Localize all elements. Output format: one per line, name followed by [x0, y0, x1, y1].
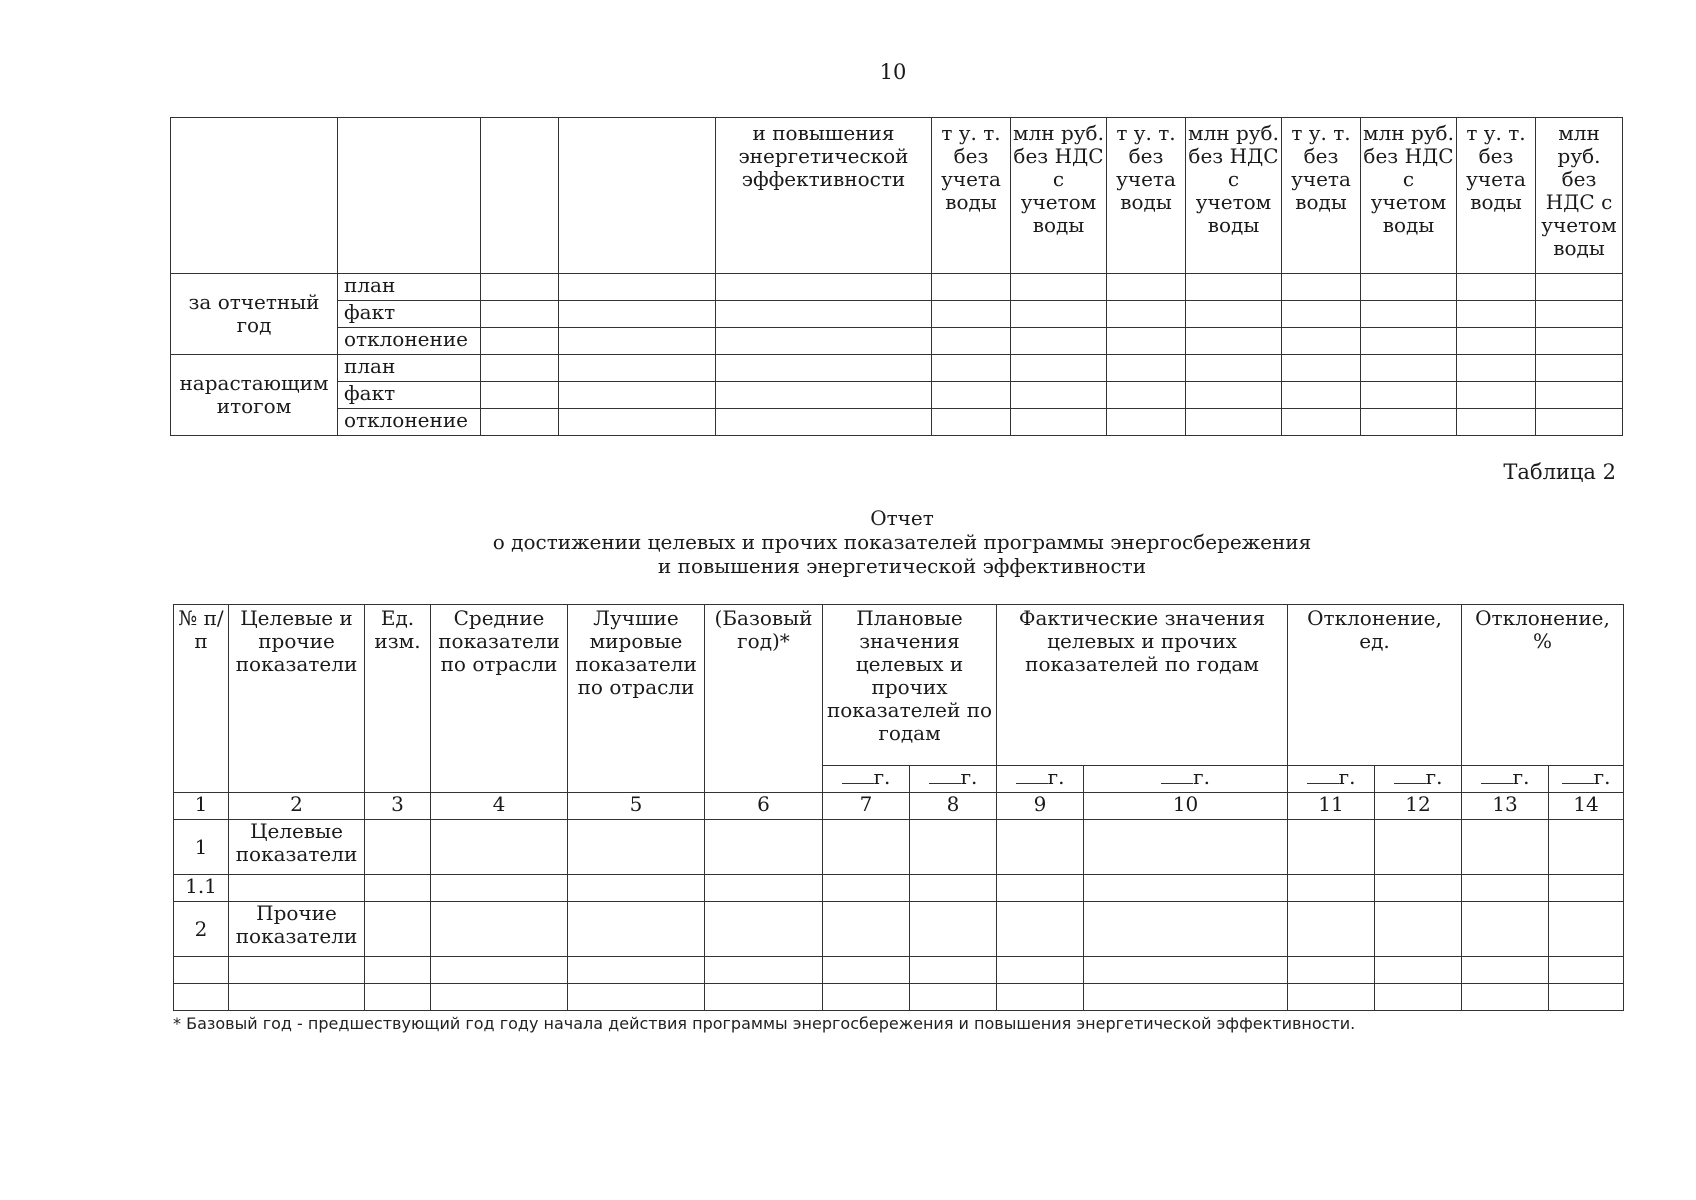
year-cell: г. [1375, 766, 1462, 793]
header-planned: Плановые значения целевых и прочих показателей по годам [823, 605, 997, 766]
table-row [174, 902, 1624, 957]
table-row [174, 984, 1624, 1011]
empty-cell [171, 118, 338, 274]
table-row [171, 409, 1623, 436]
unit-header: т у. т. без учета воды [1457, 118, 1536, 274]
period-cumulative: нарастающим итогом [171, 355, 338, 436]
header-deviation-units: Отклонение, ед. [1288, 605, 1462, 766]
header-industry-avg: Средние показатели по отрасли [431, 605, 568, 793]
column-number: 8 [910, 793, 997, 820]
row-label-deviation: отклонение [338, 328, 481, 355]
column-number: 13 [1462, 793, 1549, 820]
unit-header: т у. т. без учета воды [1282, 118, 1361, 274]
column-number: 12 [1375, 793, 1462, 820]
unit-header: млн руб. без НДС с учетом воды [1536, 118, 1623, 274]
period-reporting-year: за отчетный год [171, 274, 338, 355]
table-label: Таблица 2 [1503, 460, 1616, 484]
empty-cell [559, 118, 716, 274]
header-indicators: Целевые и прочие показатели [229, 605, 365, 793]
energy-savings-table [170, 117, 1623, 436]
title-line: о достижении целевых и прочих показателей программы энергосбережения [492, 530, 1312, 554]
indicators-report-table [173, 604, 1624, 1011]
column-number: 6 [705, 793, 823, 820]
title-line: и повышения энергетической эффективности [657, 554, 1147, 578]
column-numbers-row [174, 793, 1624, 820]
table-row [171, 301, 1623, 328]
empty-cell [338, 118, 481, 274]
column-number: 10 [1084, 793, 1288, 820]
row-name: Прочие показатели [229, 902, 365, 957]
row-label-fact: факт [338, 382, 481, 409]
header-actual: Фактические значения целевых и прочих показателей по годам [997, 605, 1288, 766]
header-world-best: Лучшие мировые показатели по отрасли [568, 605, 705, 793]
unit-header: млн руб. без НДС с учетом воды [1011, 118, 1107, 274]
year-cell: г. [1288, 766, 1375, 793]
empty-cell [481, 118, 559, 274]
column-number: 1 [174, 793, 229, 820]
header-num: № п/п [174, 605, 229, 793]
column-number: 11 [1288, 793, 1375, 820]
title-line: Отчет [870, 506, 934, 530]
table-row [174, 820, 1624, 875]
footnote: * Базовый год - предшествующий год году начала действия программы энергосбережения и повышения энергетической эффективности. [173, 1014, 1356, 1033]
year-cell: г. [1084, 766, 1288, 793]
year-cell: г. [910, 766, 997, 793]
column-number: 3 [365, 793, 431, 820]
row-name: Целевые показатели [229, 820, 365, 875]
unit-header: млн руб. без НДС с учетом воды [1186, 118, 1282, 274]
report-title [470, 506, 1334, 578]
unit-header: т у. т. без учета воды [932, 118, 1011, 274]
year-cell: г. [1462, 766, 1549, 793]
row-number: 2 [174, 902, 229, 957]
column-number: 4 [431, 793, 568, 820]
row-number: 1 [174, 820, 229, 875]
column-number: 2 [229, 793, 365, 820]
header-base-year: (Базовый год)* [705, 605, 823, 793]
program-header: и повышения энергетической эффективности [716, 118, 932, 274]
table-row [171, 328, 1623, 355]
unit-header: т у. т. без учета воды [1107, 118, 1186, 274]
column-number: 9 [997, 793, 1084, 820]
table-row [171, 355, 1623, 382]
column-number: 14 [1549, 793, 1624, 820]
row-name [229, 875, 365, 902]
column-number: 7 [823, 793, 910, 820]
header-deviation-pct: Отклонение, % [1462, 605, 1624, 766]
row-label-plan: план [338, 355, 481, 382]
table-row [171, 274, 1623, 301]
year-cell: г. [823, 766, 910, 793]
table-row [171, 382, 1623, 409]
row-label-fact: факт [338, 301, 481, 328]
unit-header: млн руб. без НДС с учетом воды [1361, 118, 1457, 274]
header-unit: Ед. изм. [365, 605, 431, 793]
row-label-deviation: отклонение [338, 409, 481, 436]
year-cell: г. [997, 766, 1084, 793]
year-cell: г. [1549, 766, 1624, 793]
row-label-plan: план [338, 274, 481, 301]
table-row [174, 957, 1624, 984]
column-number: 5 [568, 793, 705, 820]
row-number: 1.1 [174, 875, 229, 902]
page-number: 10 [879, 60, 907, 84]
table-row [174, 875, 1624, 902]
